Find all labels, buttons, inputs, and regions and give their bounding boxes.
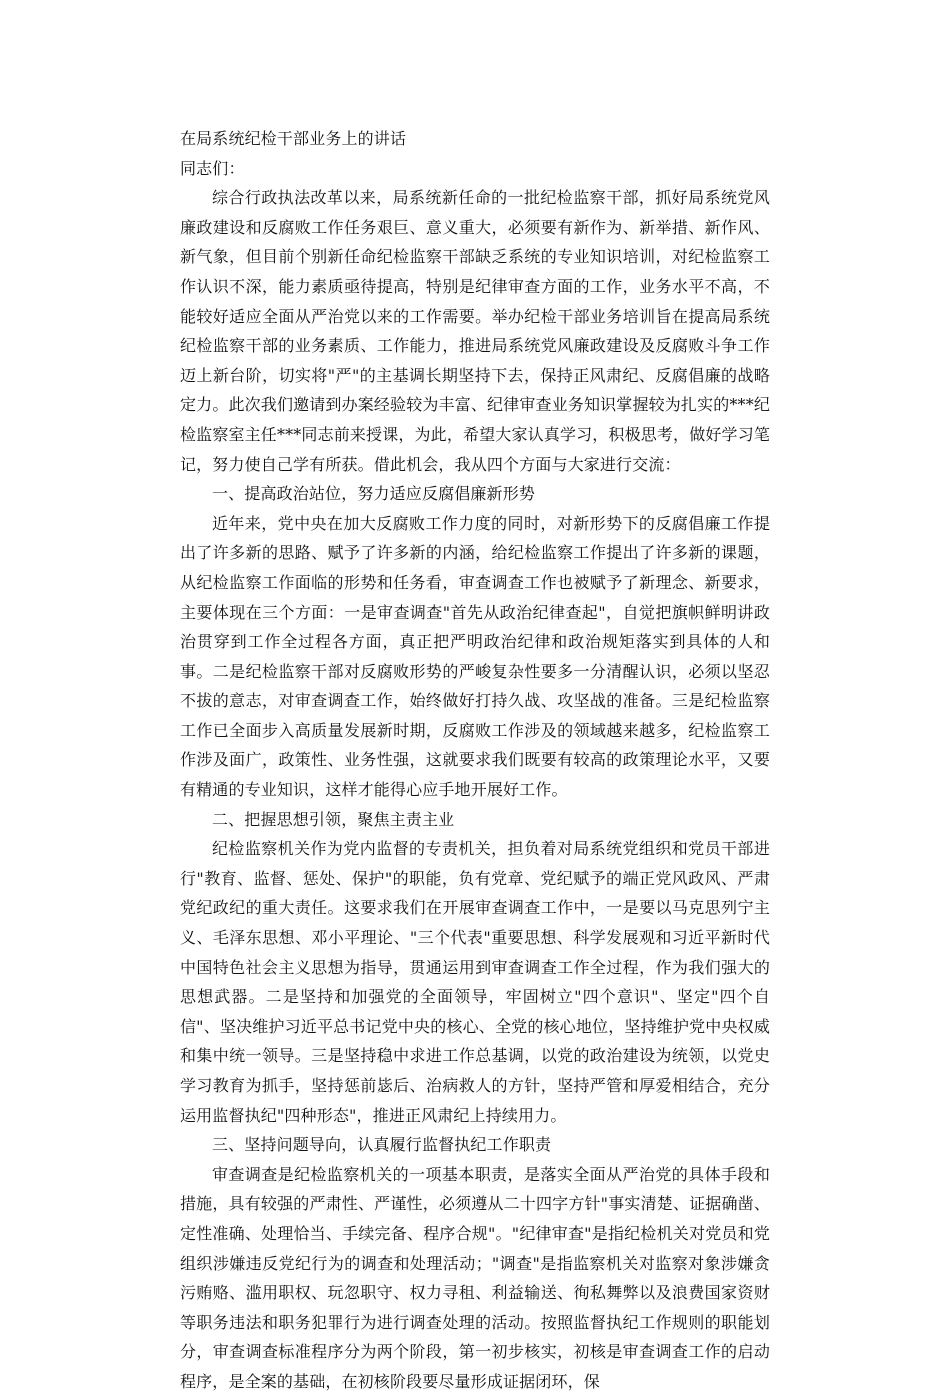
intro-paragraph: 综合行政执法改革以来，局系统新任命的一批纪检监察干部，抓好局系统党风廉政建设和反腐败工作任务艰巨、意义重大，必须要有新作为、新举措、新作风、新气象，但目前个别新任命纪检监察干部缺乏系统的专业知识培训，对纪检监察工作认识不深，能力素质亟待提高，特别是纪律审查方面的工作，业务水平不高，不能较好适应全面从严治党以来的工作需要。举办纪检干部业务培训旨在提高局系统纪检监察干部的业务素质、工作能力，推进局系统党风廉政建设及反腐败斗争工作迈上新台阶，切实将"严"的主基调长期坚持下去，保持正风肃纪、反腐倡廉的战略定力。此次我们邀请到办案经验较为丰富、纪律审查业务知识掌握较为扎实的***纪检监察室主任***同志前来授课，为此，希望大家认真学习，积极思考，做好学习笔记，努力使自己学有所获。借此机会，我从四个方面与大家进行交流： <box>180 188 770 474</box>
section-3-paragraph: 审查调查是纪检监察机关的一项基本职责，是落实全面从严治党的具体手段和措施，具有较强的严肃性、严谨性，必须遵从二十四字方针"事实清楚、证据确凿、定性准确、处理恰当、手续完备、程序合规"。"纪律审查"是指纪检机关对党员和党组织涉嫌违反党纪行为的调查和处理活动；"调查"是指监察机关对监察对象涉嫌贪污贿赂、滥用职权、玩忽职守、权力寻租、利益输送、徇私舞弊以及浪费国家资财等职务违法和职务犯罪行为进行调查处理的活动。按照监督执纪工作规则的职能划分，审查调查标准程序分为两个阶段，第一初步核实，初核是审查调查工作的启动程序，是全案的基础，在初核阶段要尽量形成证据闭环，保 <box>180 1164 770 1391</box>
section-3-heading: 三、坚持问题导向，认真履行监督执纪工作职责 <box>212 1135 552 1155</box>
document-title: 在局系统纪检干部业务上的讲话 <box>180 129 407 148</box>
salutation: 同志们： <box>180 158 245 178</box>
section-1-paragraph: 近年来，党中央在加大反腐败工作力度的同时，对新形势下的反腐倡廉工作提出了许多新的思路、赋予了许多新的内涵，给纪检监察工作提出了许多新的课题，从纪检监察工作面临的形势和任务看，审查调查工作也被赋予了新理念、新要求，主要体现在三个方面：一是审查调查"首先从政治纪律查起"，自觉把旗帜鲜明讲政治贯穿到工作全过程各方面，真正把严明政治纪律和政治规矩落实到具体的人和事。二是纪检监察干部对反腐败形势的严峻复杂性要多一分清醒认识，必须以坚忍不拔的意志，对审查调查工作，始终做好打持久战、攻坚战的准备。三是纪检监察工作已全面步入高质量发展新时期，反腐败工作涉及的领域越来越多，纪检监察工作涉及面广，政策性、业务性强，这就要求我们既要有较高的政策理论水平，又要有精通的专业知识，这样才能得心应手地开展好工作。 <box>180 513 770 800</box>
section-1-heading: 一、提高政治站位，努力适应反腐倡廉新形势 <box>212 484 536 504</box>
section-2-paragraph: 纪检监察机关作为党内监督的专责机关，担负着对局系统党组织和党员干部进行"教育、监督、惩处、保护"的职能，负有党章、党纪赋予的端正党风政风、严肃党纪政纪的重大责任。这要求我们在开展审查调查工作中，一是要以马克思列宁主义、毛泽东思想、邓小平理论、"三个代表"重要思想、科学发展观和习近平新时代中国特色社会主义思想为指导，贯通运用到审查调查工作全过程，作为我们强大的思想武器。二是坚持和加强党的全面领导，牢固树立"四个意识"、坚定"四个自信"、坚决维护习近平总书记党中央的核心、全党的核心地位，坚持维护党中央权威和集中统一领导。三是坚持稳中求进工作总基调，以党的政治建设为统领，以党史学习教育为抓手，坚持惩前毖后、治病救人的方针，坚持严管和厚爱相结合，充分运用监督执纪"四种形态"，推进正风肃纪上持续用力。 <box>180 839 770 1125</box>
section-2-heading: 二、把握思想引领，聚焦主责主业 <box>212 809 455 829</box>
document-body <box>180 124 770 1397</box>
